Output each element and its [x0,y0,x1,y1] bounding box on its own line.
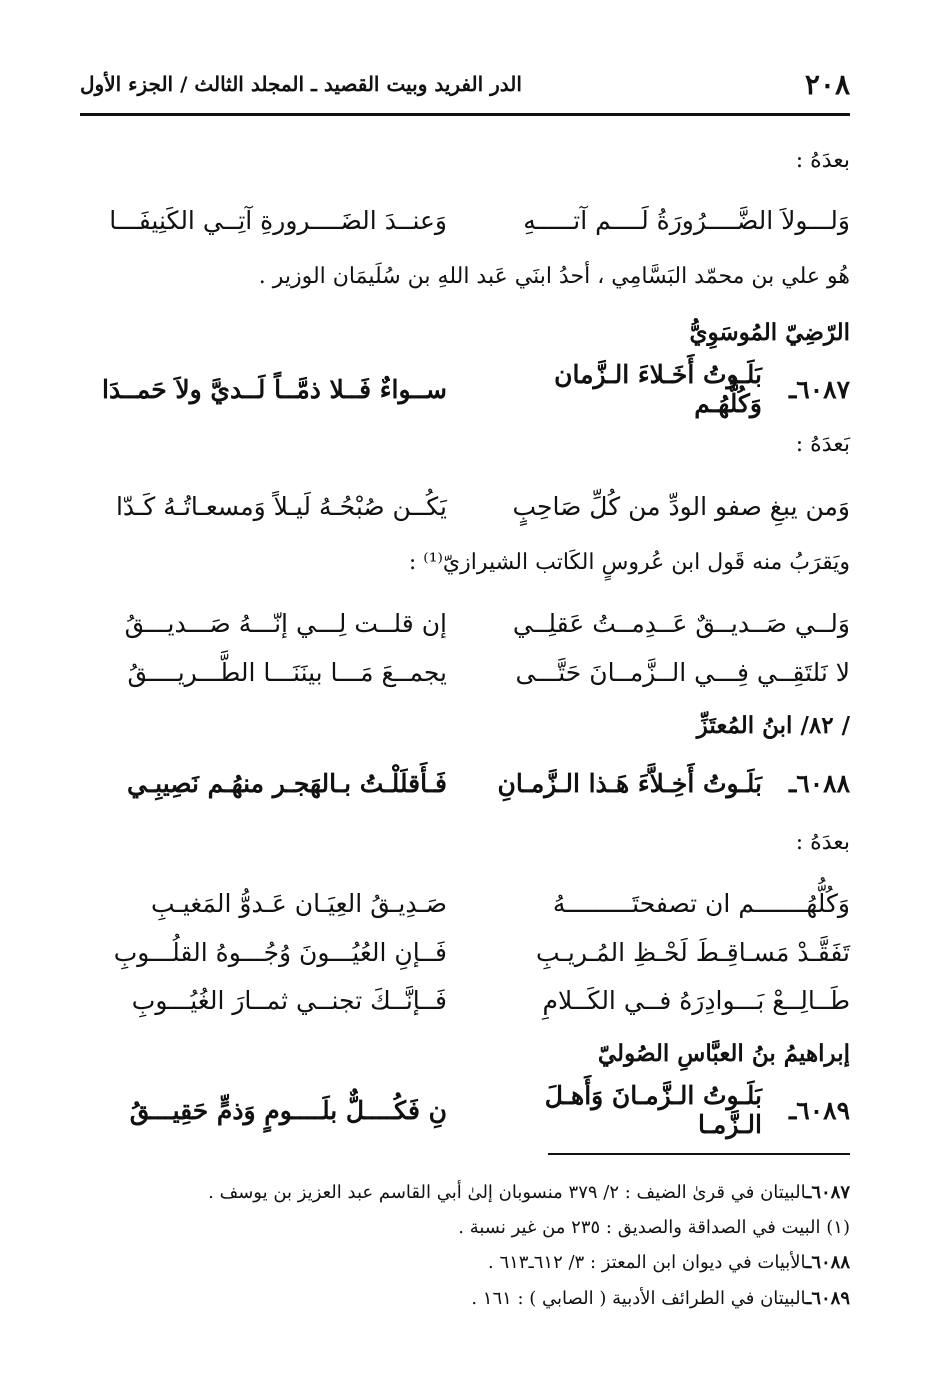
verse-hemistich-1: وَكُلُّهُـــــــم ان تصفحتَـــــــــهُ [552,888,850,918]
footnote-text: البيتان في قرىٰ الضيف : ٢/ ٣٧٩ منسوبان إلىٰ أبي القاسم عبد العزيز بن يوسف . [208,1182,807,1203]
verse-number: ٦٠٨٩ـ [788,1095,850,1125]
verse [100,484,850,528]
footnote [100,1182,850,1203]
verse [100,198,850,242]
text-line: ويَقرَبُ منه قَول ابن عُروسٍ الكَاتب الشيرازيّ⁽¹⁾ : [408,550,850,575]
verse-hemistich-2: نِ فَكُــــلٌّ بلَــــومٍ وَذمٍّ حَقِيـــقُ [129,1095,447,1125]
verse [100,930,850,974]
verse-hemistich-1: وَلـــولاَ الضَّــــرُورَةُ لَــــم آتـــــهِ [523,205,850,235]
verse [100,978,850,1022]
poet-heading: إبراهيمُ بنُ العبَّاسِ الصُوليّ [597,1040,850,1067]
verse-hemistich-2: ســواءٌ فَــلا ذمَّــاً لَــديَّ ولاَ حَمــدَا [102,374,447,404]
footnote-text: (١) البيت في الصداقة والصديق : ٢٣٥ من غير نسبة . [458,1217,850,1238]
verse-hemistich-2: صَـدِيـقُ العِيَـان عَـدوُّ المَغيـبِ [150,888,447,918]
verse [100,601,850,645]
text-line: بعدَهُ : [795,830,850,855]
verse-hemistich-2: فَـأَقلَلْـتُ بـالهَجـر منهُـم نَصِيبِـي [127,768,447,798]
footnote [100,1252,850,1273]
verse-hemistich-2: إن قلــت لِـــي إنّـــهُ صَـــديـــقُ [124,608,447,638]
verse-hemistich-1: بَلَـوتُ أَخَـلاءَ الـزَّمان وَكُلُّهُـم [554,360,762,418]
footnote-number: ٦٠٨٧ـ [806,1182,850,1203]
footnote-number: ٦٠٨٩ـ [806,1288,850,1309]
verse-hemistich-1: وَلــي صَــديــقٌ عَــدِمــتُ عَقلِــي [512,608,850,638]
footnote [100,1217,870,1238]
footnote [100,1288,850,1309]
page-number: ٢٠٨ [804,67,850,101]
verse-hemistich-1: وَمن يبغِ صفو الودِّ من كُلِّ صَاحِبٍ [512,491,850,521]
footnote-text: الأبيات في ديوان ابن المعتز : ٣/ ٦١٢ـ٦١٣ . [487,1252,807,1273]
verse-hemistich-1: بَلَـوتُ الـزَّمـانَ وَأَهـلَ الـزَّمـا [544,1081,762,1139]
poet-heading: الرّضِيّ المُوسَوِيُّ [689,319,850,346]
verse-number: ٦٠٨٧ـ [788,374,850,404]
footnote-text: البيتان في الطرائف الأدبية ( الصابي ) : ١٦١ . [471,1288,807,1309]
verse-numbered [100,1081,850,1139]
header-rule [80,113,850,116]
verse-hemistich-1: تَفَقَّـدْ مَسـاقِـطَ لَحْـظِ المُـريـبِ [536,937,850,967]
verse-number: ٦٠٨٨ـ [788,768,850,798]
verse-numbered [100,761,850,805]
verse-hemistich-2: يَكُــن صُبْحُـهُ لَيـلاً وَمسعـاتُـهُ كَـدّا [115,491,447,521]
verse-hemistich-1: طَــالِــعْ بَـــوادِرَهُ فــي الكَــلامِ [542,985,850,1015]
text-line: هُو علي بن محمّد البَسَّامِي ، أحدُ ابنَي عَبد اللهِ بن سُلَيمَان الوزير . [258,264,850,289]
text-line: بَعدَهُ : [795,432,850,457]
poet-heading: / ٨٢/ ابنُ المُعتَزِّ [696,712,850,739]
verse [100,650,850,694]
verse-hemistich-2: فَــإنِ العُيُـــونَ وُجُـــوهُ القلُـــوبِ [113,937,447,967]
verse-hemistich-1: لا نَلتَقِــي فِـــي الــزَّمــانَ حَتَّـــى [515,657,850,687]
verse [100,881,850,925]
page-header [80,60,850,108]
running-title: الدر الفريد وبيت القصيد ـ المجلد الثالث / الجزء الأول [80,72,522,96]
footnote-number: ٦٠٨٨ـ [806,1252,850,1273]
footnote-rule [548,1153,850,1155]
verse-hemistich-2: يجمــعَ مَـــا بينَنَـــا الطَّـــريــــقُ [127,657,447,687]
verse-numbered [100,360,850,418]
verse-hemistich-2: وَعنــدَ الضَــــرورةِ آتِــي الكَنِيفَـــا [109,205,447,235]
verse-hemistich-2: فَــإنَّــكَ تجنــي ثمــارَ الغُيُـــوبِ [131,985,447,1015]
verse-hemistich-1: بَلَـوتُ أَخِـلاَّءَ هَـذا الـزَّمـانِ [497,768,762,798]
text-line: بعدَهُ : [795,148,850,173]
